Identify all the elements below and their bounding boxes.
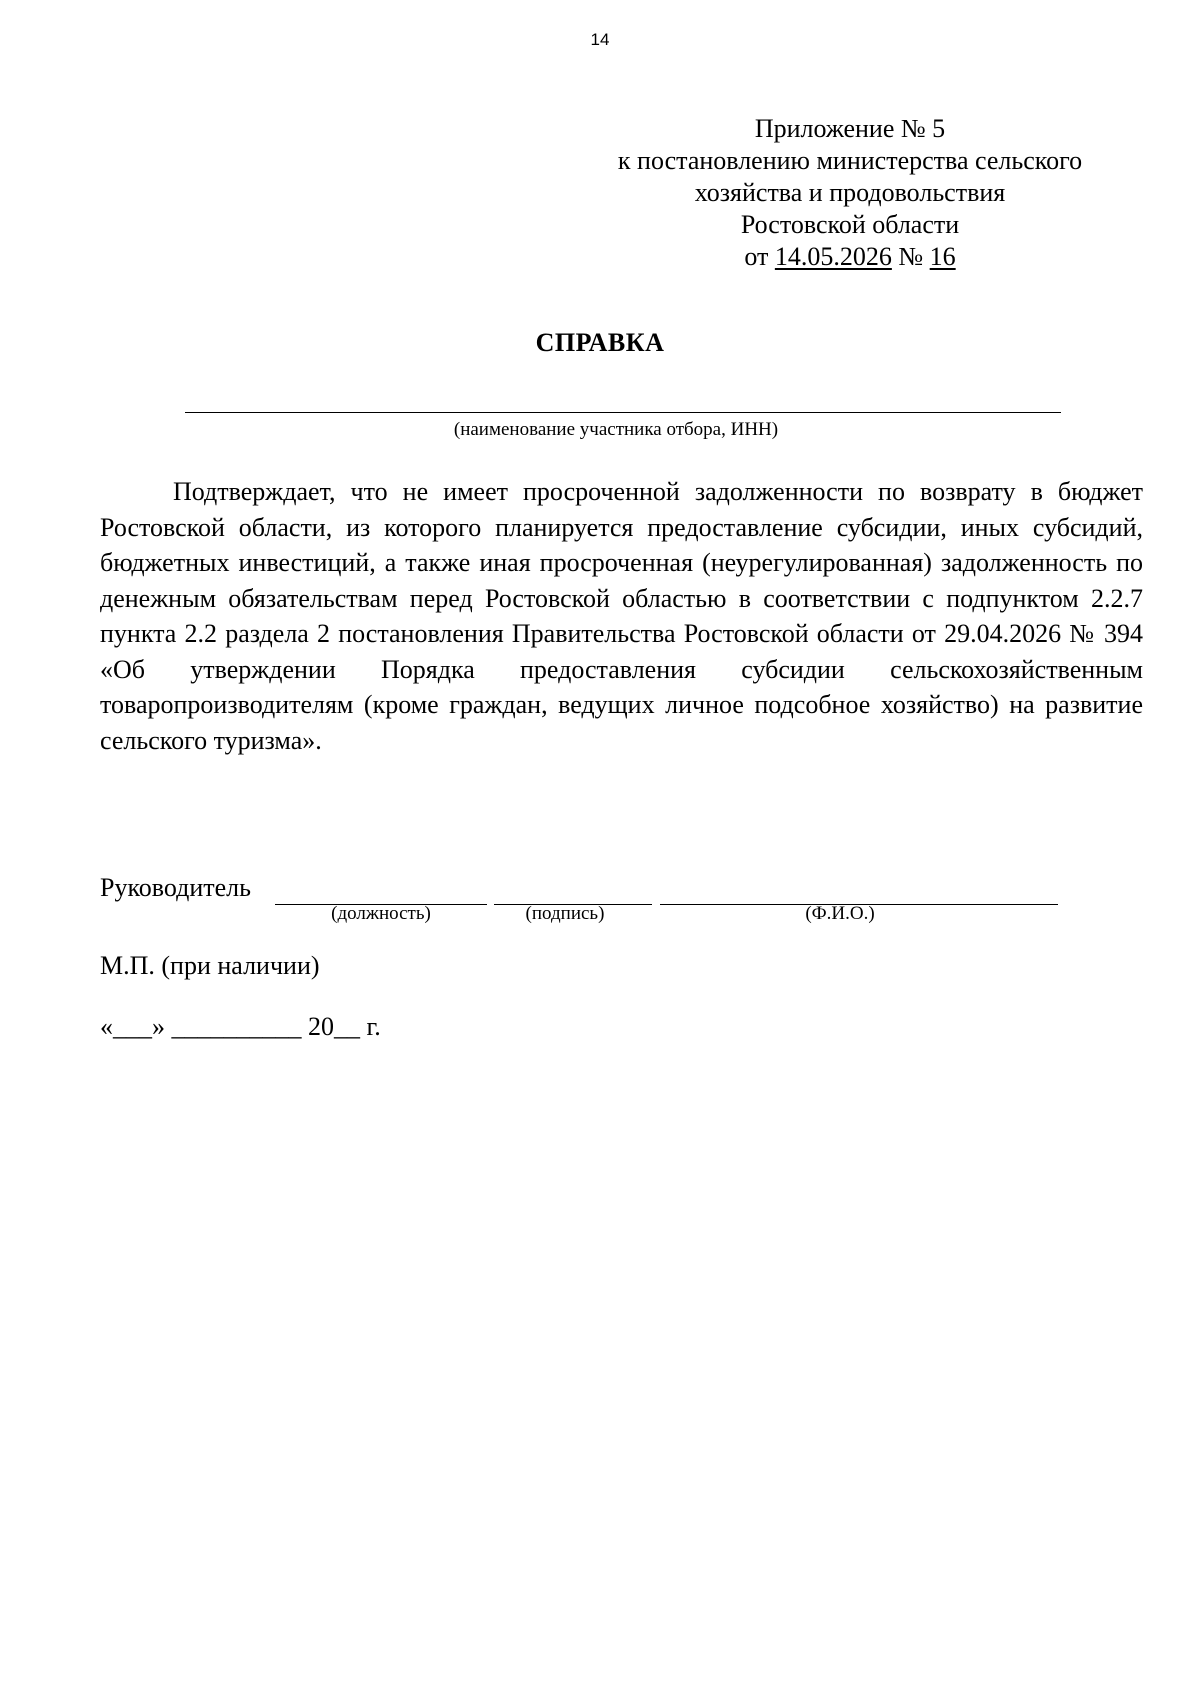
appendix-header	[580, 113, 1120, 273]
appendix-title: Приложение № 5	[754, 114, 946, 143]
appendix-line-ministry: хозяйства и продовольствия	[694, 178, 1006, 207]
appendix-number: 16	[929, 242, 956, 271]
appendix-date-line	[580, 241, 1120, 273]
appendix-date-prefix: от	[744, 242, 769, 271]
full-name-caption: (Ф.И.О.)	[805, 903, 875, 924]
appendix-number-sign: №	[898, 242, 924, 271]
stamp-place-label: М.П. (при наличии)	[100, 951, 320, 980]
participant-name-caption: (наименование участника отбора, ИНН)	[453, 419, 779, 440]
date-fill-line: «___» __________ 20__ г.	[100, 1012, 381, 1041]
signature-label: Руководитель	[100, 873, 251, 902]
appendix-date: 14.05.2026	[774, 242, 892, 271]
certificate-body-text: Подтверждает, что не имеет просроченной задолженности по возврату в бюджет Ростовской области, из которого планируется предоставление субсидии, иных субсидий, бюджетных инвестиций, а также иная просроченная (неурегулированная) задолженность по денежным обязательствам перед Ростовской областью в соответствии с подпунктом 2.2.7 пункта 2.2 раздела 2 постановления Правительства Ростовской области от 29.04.2026 № 394 «Об утверждении Порядка предоставления субсидии сельскохозяйственным товаропроизводителям (кроме граждан, ведущих личное подсобное хозяйство) на развитие сельского туризма».	[100, 477, 1143, 755]
participant-name-field-line	[185, 412, 1061, 413]
appendix-line-region: Ростовской области	[740, 210, 960, 239]
page-number: 14	[590, 30, 610, 49]
position-caption: (должность)	[331, 903, 431, 924]
appendix-line-decree: к постановлению министерства сельского	[617, 146, 1083, 175]
signature-caption: (подпись)	[525, 903, 605, 924]
document-title: СПРАВКА	[535, 328, 665, 357]
